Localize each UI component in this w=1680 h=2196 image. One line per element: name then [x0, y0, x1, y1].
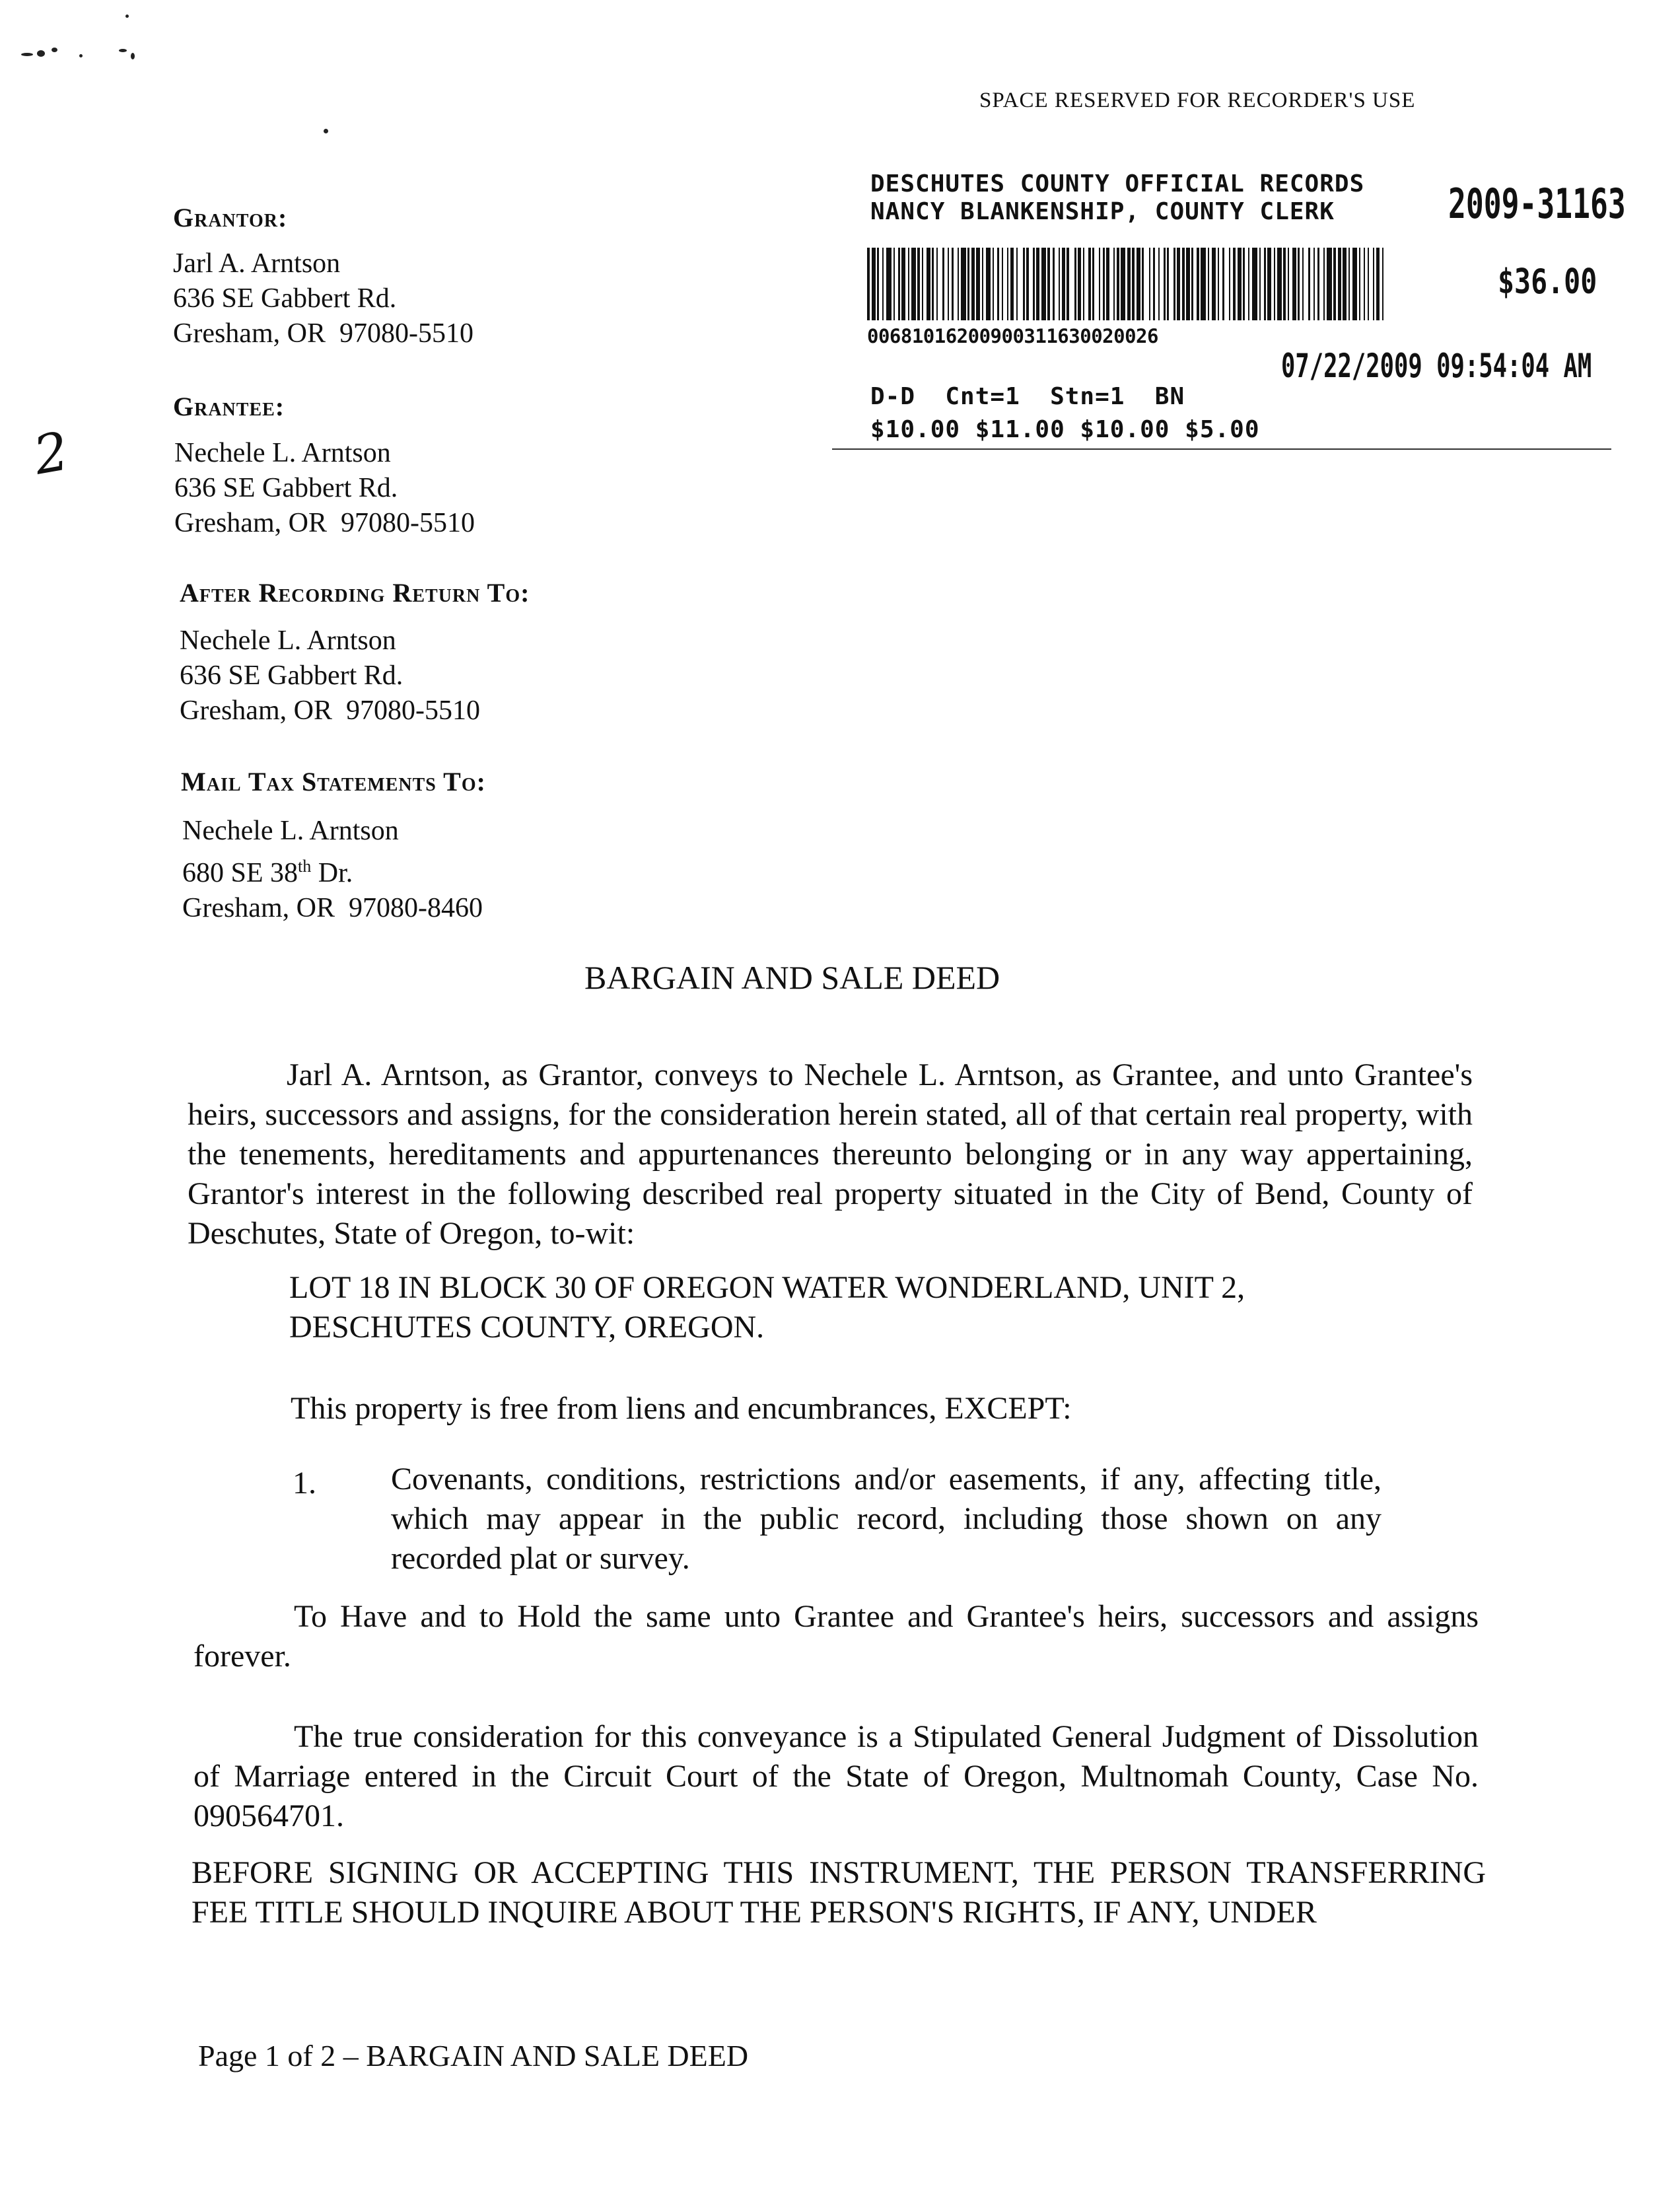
- recorded-datetime: 07/22/2009 09:54:04 AM: [1281, 347, 1592, 385]
- exception-number: 1.: [293, 1466, 316, 1501]
- barcode-bar: [886, 248, 892, 320]
- page-footer: Page 1 of 2 – BARGAIN AND SALE DEED: [198, 2039, 749, 2072]
- grantor-address: [173, 246, 473, 351]
- return-to-city: Gresham, OR 97080-5510: [180, 695, 480, 726]
- margin-number-mark: 2: [29, 420, 73, 487]
- grantee-city: Gresham, OR 97080-5510: [174, 508, 475, 538]
- barcode: [867, 248, 1389, 320]
- grantor-name: Jarl A. Arntson: [173, 248, 341, 279]
- barcode-bar: [1144, 248, 1149, 320]
- grantee-heading: Grantee:: [173, 392, 285, 421]
- legal-description: [289, 1268, 1245, 1347]
- grantor-heading: Grantor:: [173, 203, 288, 232]
- barcode-bar: [1383, 248, 1389, 320]
- total-fee: $36.00: [1498, 262, 1597, 302]
- conveyance-paragraph: Jarl A. Arntson, as Grantor, conveys to Nechele L. Arntson, as Grantee, and unto Grantee's heirs, successors and assigns, for the consideration herein stated, all of that certain real property, with the tenements, hereditaments and appurtenances thereunto belonging or in any way appertaining, Grantor's interest in the following described real property situated in the City of Bend, County of Deschutes, State of Oregon, to-wit:: [188, 1057, 1473, 1251]
- barcode-number: 00681016200900311630020026: [867, 325, 1158, 347]
- barcode-bar: [1018, 248, 1023, 320]
- habendum-clause: To Have and to Hold the same unto Grantee and Grantee's heirs, successors and assigns forever.: [193, 1599, 1479, 1674]
- barcode-bar: [1252, 248, 1257, 320]
- deed-title: BARGAIN AND SALE DEED: [584, 959, 1000, 996]
- scan-artifacts: [13, 13, 145, 66]
- tax-statements-address: [182, 814, 483, 926]
- exception-text: Covenants, conditions, restrictions and/or easements, if any, affecting title, which may appear in the public record, including those shown on any recorded plat or survey.: [391, 1462, 1382, 1576]
- return-to-address: [180, 623, 480, 728]
- return-to-street: 636 SE Gabbert Rd.: [180, 660, 403, 691]
- grantor-city: Gresham, OR 97080-5510: [173, 318, 473, 349]
- grantee-name: Nechele L. Arntson: [174, 438, 391, 468]
- legal-description-line-1: LOT 18 IN BLOCK 30 OF OREGON WATER WONDERLAND, UNIT 2,: [289, 1270, 1245, 1305]
- barcode-bar: [1224, 248, 1229, 320]
- scan-dot: [324, 129, 328, 133]
- grantee-address: [174, 436, 475, 541]
- barcode-bar: [1201, 248, 1206, 320]
- tax-statements-heading: Mail Tax Statements To:: [181, 767, 486, 797]
- barcode-bar: [1304, 248, 1308, 320]
- return-to-heading: After Recording Return To:: [180, 578, 530, 608]
- barcode-bar: [938, 248, 942, 320]
- recorder-office: DESCHUTES COUNTY OFFICIAL RECORDS: [870, 170, 1365, 197]
- statutory-warning: BEFORE SIGNING OR ACCEPTING THIS INSTRUMENT, THE PERSON TRANSFERRING FEE TITLE SHOULD INQUIRE ABOUT THE PERSON'S RIGHTS, IF ANY, UNDER: [192, 1855, 1486, 1930]
- barcode-bar: [986, 248, 991, 320]
- consideration-paragraph: The true consideration for this conveyance is a Stipulated General Judgment of Dissolution of Marriage entered in the Circuit Court of the State of Oregon, Multnomah County, Case No. 090564701.: [193, 1719, 1479, 1833]
- barcode-bar: [1094, 248, 1099, 320]
- recorder-clerk: NANCY BLANKENSHIP, COUNTY CLERK: [870, 198, 1335, 225]
- barcode-bar: [1169, 248, 1173, 320]
- tax-statements-street: 680 SE 38th Dr.: [182, 857, 353, 888]
- barcode-bar: [961, 248, 966, 320]
- barcode-bar: [911, 248, 916, 320]
- return-to-name: Nechele L. Arntson: [180, 625, 396, 656]
- recorder-codes: D-D Cnt=1 Stn=1 BN: [870, 383, 1185, 410]
- tax-statements-city: Gresham, OR 97080-8460: [182, 893, 483, 923]
- barcode-bar: [1121, 248, 1125, 320]
- barcode-bar: [1277, 248, 1282, 320]
- barcode-bar: [1352, 248, 1357, 320]
- recorder-divider: [832, 448, 1611, 450]
- grantor-street: 636 SE Gabbert Rd.: [173, 283, 397, 314]
- encumbrance-statement: This property is free from liens and encumbrances, EXCEPT:: [291, 1391, 1072, 1426]
- legal-description-line-2: DESCHUTES COUNTY, OREGON.: [289, 1310, 765, 1345]
- document-number: 2009-31163: [1448, 180, 1626, 228]
- recorder-fees: $10.00 $11.00 $10.00 $5.00: [870, 416, 1260, 443]
- barcode-bar: [1041, 248, 1046, 320]
- barcode-bar: [1327, 248, 1332, 320]
- recorder-space-label: SPACE RESERVED FOR RECORDER'S USE: [979, 89, 1416, 112]
- barcode-bar: [1069, 248, 1074, 320]
- tax-statements-name: Nechele L. Arntson: [182, 816, 399, 846]
- grantee-street: 636 SE Gabbert Rd.: [174, 473, 398, 503]
